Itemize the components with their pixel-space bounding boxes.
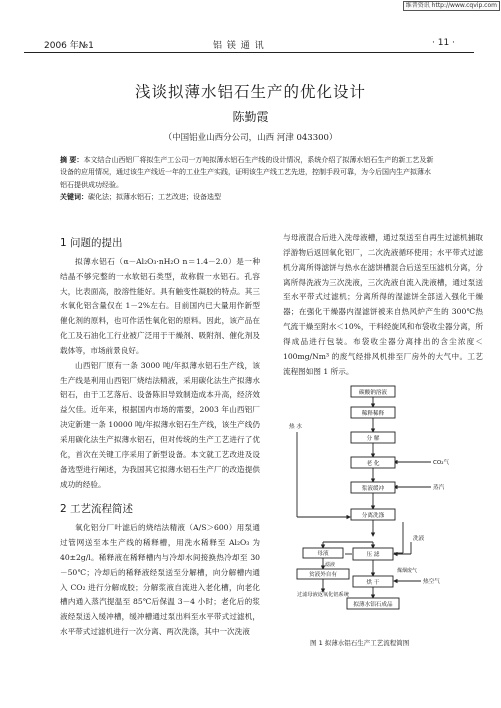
flow-text-aging: 老 化 bbox=[366, 461, 380, 467]
flow-text-dilute: 稀释稀释 bbox=[361, 411, 385, 417]
abstract-label: 摘 要： bbox=[60, 156, 84, 164]
process-flow-diagram bbox=[283, 382, 483, 612]
flow-label-water: 热 水 bbox=[289, 424, 302, 430]
flow-text-decomp: 分 解 bbox=[366, 436, 380, 442]
section-2-para-continued: 与母液混合后进入洗母液槽，通过泵送至自再生过滤机捕取浮游物后返回氧化铝厂，二次洗液循环使用；水平带式过滤机分离所得滤饼与热水在滤饼槽混合后送至压滤机分离，分离所得洗液为三次洗液，三次洗液自流入洗液槽，通过泵送至水平带式过滤机；分离所得的湿滤饼全部送入强化干燥器；在强化干燥器内湿滤饼被来自热风炉产生的 300℃热气流干燥至附水＜10%，干料经旋风和布袋收尘器分离，所得成品进行包装。布袋收尘器分离排出的含尘浓度＜100mg/Nm³ 的废气经排风机排至厂房外的大气中。工艺流程图如图 1 所示。 bbox=[283, 233, 483, 376]
keywords-text: 碳化法；拟薄水铝石；工艺改进；设备选型 bbox=[88, 192, 221, 201]
flow-label-co2: CO₂气 bbox=[433, 460, 450, 466]
flow-text-dry: 烘 干 bbox=[366, 580, 380, 586]
flow-text-mother: 母液 bbox=[317, 551, 329, 557]
flow-text-buffer: 浆液缓冲 bbox=[361, 486, 385, 492]
article-title: 浅谈拟薄水铝石生产的优化设计 bbox=[134, 83, 366, 101]
right-column bbox=[283, 231, 483, 379]
author: 陈勤霞 bbox=[232, 110, 269, 124]
flow-text-return: 过滤母液返氧化铝系统 bbox=[297, 592, 349, 598]
figure-caption: 图 1 拟薄水铝石生产工艺流程简图 bbox=[310, 639, 410, 647]
flow-text-separate: 分离洗涤 bbox=[361, 513, 385, 519]
section-1-para-2: 山西铝厂原有一条 3000 吨/年拟薄水铝石生产线，该生产线是利用山西铝厂烧结法精液，采用碳化法生产拟薄水铝石，由于工艺落后、设备陈旧导致制造成本升高，经济效益欠佳。近年来，根据国内市场的需要，2003 年山西铝厂决定新建一条 10000 吨/年拟薄水铝石生产线，该生产线仍采用碳化法生产拟薄水铝石，但对传统的生产工艺进行了优化，首次在关键工序采用了新型设备。本文就工艺改进及设备选型进行阐述，为我国其它拟薄水铝石生产厂的改造提供成功的经验。 bbox=[60, 360, 260, 489]
header-rule bbox=[24, 52, 474, 53]
page-number: · 11 · bbox=[432, 38, 455, 48]
flow-label-wash: 洗液 bbox=[413, 536, 425, 542]
flow-label-steam: 蒸汽 bbox=[433, 485, 445, 491]
issue-number: 2006 年№1 bbox=[44, 41, 94, 51]
left-column bbox=[60, 230, 260, 640]
flow-text-pressfilter: 压 滤 bbox=[366, 552, 380, 558]
abstract-block bbox=[60, 154, 436, 203]
flow-label-flue: 煤烟废气 bbox=[397, 568, 418, 574]
section-1-para-1: 拟薄水铝石（α－Al₂O₃·nH₂O n＝1.4－2.0）是一种结晶不够完整的一水软铝石类型，故称假一水铝石。孔容大，比表面高，胶溶性能好。具有触变性凝胶的特点。其三水氧化铝含量仅在 1－2%左右。目前国内已大量用作新型催化剂的原料，也可作活性氧化铝的原料。因此，该产品在化工及石油化工行业被广泛用于干燥剂、吸附剂、催化剂及载体等，市场前景良好。 bbox=[60, 256, 260, 355]
flow-text-recycle: 贫液外自有 bbox=[309, 572, 337, 578]
flow-label-hotair: 热空气 bbox=[423, 579, 440, 585]
section-1-heading: 1 问题的提出 bbox=[60, 237, 123, 249]
keywords bbox=[60, 191, 436, 203]
flow-label-filtrate: 滤液 bbox=[325, 562, 336, 568]
section-2-heading: 2 工艺流程简述 bbox=[60, 503, 134, 516]
flow-text-feed: 碳酸钠溶液 bbox=[359, 390, 387, 396]
abstract-text: 本文结合山西铝厂将拟生产工公司一万吨拟薄水铝石生产线的设计情况，系统介绍了拟薄水铝石生产的新工艺及新设备的应用情况，通过该生产线近一年的工业生产实践，证明该生产线工艺先进，控制手段可靠，为今后国内生产拟薄水铝石提供成功经验。 bbox=[60, 156, 434, 189]
flow-text-product: 拟薄水铝石成品 bbox=[353, 602, 393, 608]
keywords-label: 关键词： bbox=[60, 192, 88, 201]
abstract bbox=[60, 154, 436, 191]
section-2-para-1: 氧化铝分厂叶滤后的烧结法精液（A/S＞600）用泵通过管网送至本生产线的稀释槽，用洗水稀释至 Al₂O₃ 为 40±2g/l。稀释液在稀释槽内与冷却水间接换热冷却至 30－50℃；冷却后的稀释液经泵送至分解槽，向分解槽内通入 CO₂ 进行分解成胶；分解浆液自流进入老化槽，向老化槽内通入蒸汽提温至 85℃后保温 3－4 小时；老化后的浆液经泵送入缓冲槽，缓冲槽通过泵出料至水平带式过滤机，水平带式过滤机进行一次分离、两次洗涤，其中一次洗液 bbox=[60, 523, 260, 637]
journal-name: 铝 镁 通 讯 bbox=[213, 41, 265, 51]
watermark: 维普资讯 http://www.cqvip.com bbox=[403, 1, 500, 11]
affiliation: （中国铝业山西分公司，山西 河津 043300） bbox=[163, 133, 338, 143]
